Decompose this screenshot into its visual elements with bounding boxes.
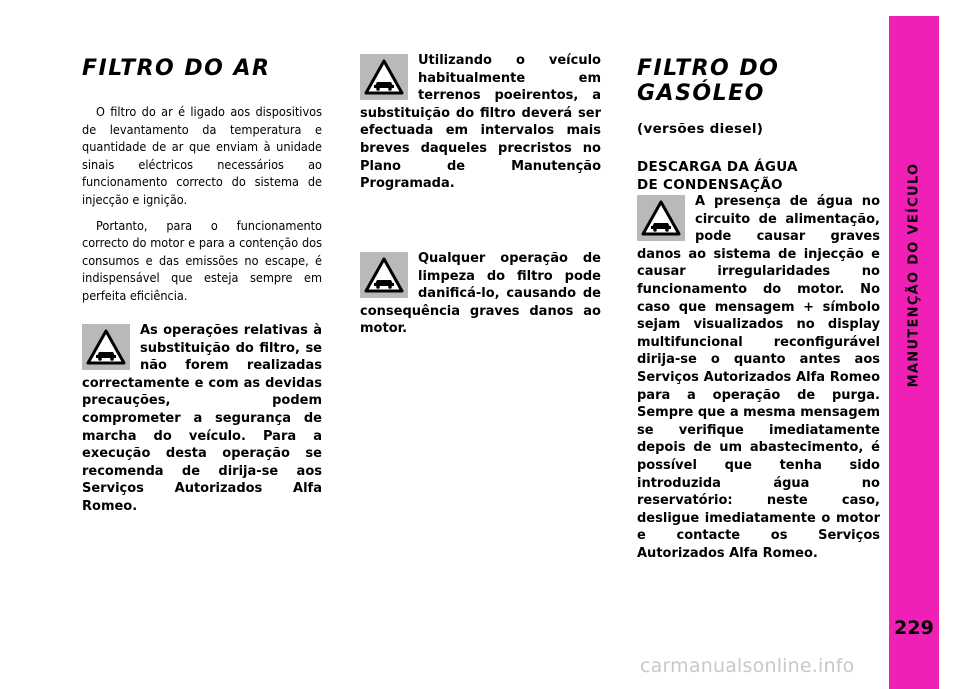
warning-triangle-icon <box>360 54 408 100</box>
warning-filter-replacement <box>82 322 322 516</box>
left-column <box>82 56 322 305</box>
warning-water-in-fuel <box>637 193 880 562</box>
subsection-title-line2: DE CONDENSAÇÃO <box>637 177 783 193</box>
warning-triangle-icon <box>637 195 685 241</box>
paragraph-2: Portanto, para o funcionamento correcto do motor e para a contenção dos consumos e das emissões no escape, é indispensável que esteja sempre em perfeita eficiência. <box>82 217 322 303</box>
watermark: carmanualsonline.info <box>640 655 855 677</box>
sidebar-section-title <box>894 162 934 388</box>
warning-text: As operações relativas à substituição do filtro, se não forem realizadas correctamente e com as devidas precauções, podem comprometer a segurança de marcha do veículo. Para a execução desta operação se recomenda de dirija-se aos Serviços Autorizados Alfa Romeo. <box>82 323 322 514</box>
page-title: FILTRO DO AR <box>82 56 271 81</box>
warning-triangle-icon <box>82 324 130 370</box>
section-title: FILTRO DO GASÓLEO <box>637 56 780 106</box>
right-column <box>637 56 880 194</box>
warning-dusty-terrain <box>360 52 601 193</box>
warning-text: Utilizando o veículo habitualmente em terrenos poeirentos, a substituição do filtro deverá ser efectuada em intervalos mais breves daqueles precristos no Plano de Manutenção Programada. <box>360 53 601 192</box>
warning-text: A presença de água no circuito de alimentação, pode causar graves danos ao sistema de injecção e causar irregularidades no funcionamento do motor. No caso que mensagem + símbolo sejam visualizados no display multifuncional reconfigurável dirija-se o quanto antes aos Serviços Autorizados Alfa Romeo para a operação de purga. Sempre que a mesma mensagem se verifique imediatamente depois de um abastecimento, é possível que tenha sido introduzida água no reservatório: neste caso, desligue imediatamente o motor e contacte os Serviços Autorizados Alfa Romeo. <box>637 194 880 561</box>
warning-text: Qualquer operação de limpeza do filtro pode danificá-lo, causando de consequência graves danos ao motor. <box>360 251 601 337</box>
subsection-title-line1: DESCARGA DA ÁGUA <box>637 159 798 175</box>
warning-filter-cleaning <box>360 250 601 338</box>
warning-triangle-icon <box>360 252 408 298</box>
section-subtitle: (versões diesel) <box>637 121 764 137</box>
paragraph-1: O filtro do ar é ligado aos dispositivos de levantamento da temperatura e quantidade de ar que enviam à unidade sinais eléctricos necessários ao funcionamento correcto do sistema de injecção e ignição. <box>82 104 322 207</box>
sidebar-section-label: MANUTENÇÃO DO VEÍCULO <box>906 162 922 388</box>
page-number: 229 <box>894 617 934 639</box>
